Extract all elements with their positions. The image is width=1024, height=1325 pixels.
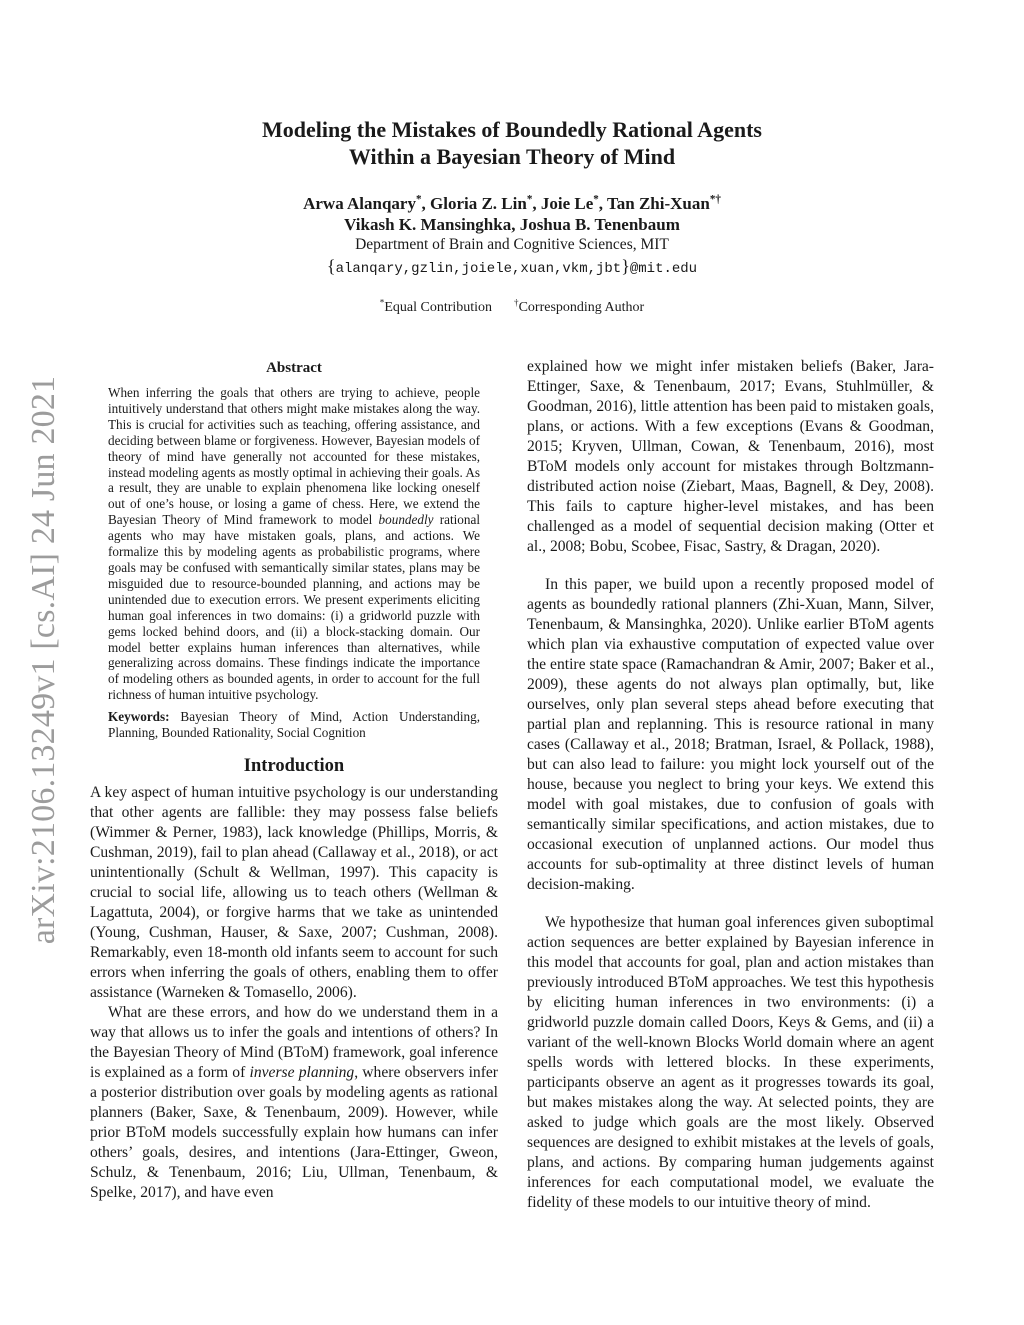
authors-line-1 <box>100 193 924 214</box>
intro-paragraph-2-continued: explained how we might infer mistaken beliefs (Baker, Jara-Ettinger, Saxe, & Tenenbaum, 2017; Evans, Stuhlmüller, & Goodman, 2016), little attention has been paid to mistaken goals, plans, or actions. With a few exceptions (Evans & Goodman, 2015; Kryven, Ullman, Cowan, & Tenenbaum, 2016), most BToM models only account for mistakes through Boltzmann-distributed action noise (Ziebart, Maas, Bagnell, & Dey, 2008). This fails to capture higher-level mistakes, and has been challenged as a model of sequential decision making (Otter et al., 2008; Bobu, Scobee, Fisac, Sastry, & Dragan, 2020). <box>527 358 934 555</box>
intro-paragraph-4: We hypothesize that human goal inferences given suboptimal action sequences are better explained by Bayesian inference in this model that accounts for goal, plan and action mistakes than previously introduced BToM approaches. We test this hypothesis by eliciting human inferences in two environments: (i) a gridworld puzzle domain called Doors, Keys & Gems, and (ii) a variant of the well-known Blocks World domain where an agent spells words with lettered blocks. In these experiments, participants observe an agent as it progresses towards its goal, but makes mistakes along the way. At selected points, they are asked to judge which goals are the most likely. Observed sequences are designed to exhibit mistakes at the levels of goals, plans, and actions. By comparing human judgements against inferences for each computational model, we evaluate the fidelity of these models to our intuitive theory of mind. <box>527 914 934 1211</box>
right-column <box>527 357 934 1213</box>
arxiv-stamp-text: arXiv:2106.13249v1 [cs.AI] 24 Jun 2021 <box>25 375 62 945</box>
intro-paragraph-1: A key aspect of human intuitive psychology is our understanding that other agents are fallible: they may possess false beliefs (Wimmer & Perner, 1983), lack knowledge (Phillips, Morris, & Cushman, 2019), fail to plan ahead (Callaway et al., 2018), or act unintentionally (Schult & Wellman, 1997). This capacity is crucial to social life, allowing us to teach others (Wellman & Lagattuta, 2004), or forgive harms that we take as unintended (Young, Cushman, Hauser, & Saxe, 2007; Cushman, 2008). Remarkably, even 18-month old infants seem to account for such errors when inferring the goals of others, enabling them to offer assistance (Warneken & Tomasello, 2006). <box>90 783 498 1001</box>
brace-close: } <box>621 256 630 276</box>
abstract-text: When inferring the goals that others are trying to achieve, people intuitively understand that others might make mistakes along the way. This is crucial for activities such as teaching, offering assistance, and deciding between blame or forgiveness. However, Bayesian models of theory of mind have generally not accounted for these mistakes, instead modeling agents as mostly optimal in achieving their goals. As a result, they are unable to explain phenomena like locking oneself out of one’s house, or losing a game of chess. Here, we extend the Bayesian Theory of Mind framework to model boundedly rational agents who may have mistaken goals, plans, and actions. We formalize this by modeling agents as probabilistic programs, where goals may be confused with semantically similar states, plans may be misguided due to resource-bounded planning, and actions may be unintended due to execution errors. We present experiments eliciting human goal inferences in two domains: (i) a gridworld puzzle with gems locked behind doors, and (ii) a block-stacking domain. Our model better explains human inferences than alternatives, while generalizing across domains. These findings indicate the importance of modeling others as bounded agents, in order to account for the full richness of human intuitive psychology. <box>108 385 480 703</box>
equal-corresponding-mark: *† <box>709 193 721 206</box>
author-emails <box>100 255 924 280</box>
corresponding-author-note: Corresponding Author <box>518 300 645 315</box>
keywords-list: Bayesian Theory of Mind, Action Understanding, Planning, Bounded Rationality, Social Cognition <box>108 709 480 741</box>
intro-paragraph-3: In this paper, we build upon a recently proposed model of agents as boundedly rational planners (Zhi-Xuan, Mann, Silver, Tenenbaum, & Mansinghka, 2020). Unlike earlier BToM agents which plan via exhaustive computation of expected value over the entire state space (Ramachandran & Amir, 2007; Baker et al., 2009), these agents do not always plan optimally, but, like ourselves, only plan several steps ahead before executing that partial plan and replanning. This is resource rational in many cases (Callaway et al., 2018; Bratman, Israel, & Pollack, 1988), but can also lead to failure: you might lock yourself out of the house, because you neglect to bring your keys. We extend this model with goal mistakes, due to confusion of goals with semantically similar specifications, and action mistakes, due to occasional execution of unplanned actions. Our model thus accounts for sub-optimality at three distinct levels of human decision-making. <box>527 576 934 893</box>
authors-line-2: Vikash K. Mansinghka, Joshua B. Tenenbaum <box>344 215 680 234</box>
author-alanqary: Arwa Alanqary <box>303 194 416 213</box>
title-line-1: Modeling the Mistakes of Boundedly Rational Agents <box>262 117 762 142</box>
brace-open: { <box>326 256 336 276</box>
author-lin: , Gloria Z. Lin <box>421 194 527 213</box>
inverse-planning-term: inverse planning <box>249 1063 355 1081</box>
author-le: , Joie Le <box>532 194 594 213</box>
author-zhi-xuan: , Tan Zhi-Xuan <box>598 194 710 213</box>
author-list <box>100 193 924 235</box>
corresponding-note-mark: † <box>514 297 519 308</box>
equal-mark: * <box>415 193 422 206</box>
equal-contribution-note: Equal Contribution <box>384 300 493 315</box>
equal-mark: * <box>593 193 599 206</box>
left-column <box>90 360 498 1203</box>
equal-note-mark: * <box>379 297 385 308</box>
introduction-heading: Introduction <box>243 755 345 776</box>
abstract-emphasis: boundedly <box>378 512 434 528</box>
email-domain: @mit.edu <box>629 261 698 277</box>
equal-mark: * <box>526 193 533 206</box>
arxiv-stamp <box>20 370 68 950</box>
affiliation: Department of Brain and Cognitive Sciences, MIT <box>355 236 669 253</box>
keywords <box>108 709 480 741</box>
author-notes <box>100 297 924 316</box>
intro-paragraph-2: What are these errors, and how do we understand them in a way that allows us to infer the goals and intentions of others? In the Bayesian Theory of Mind (BToM) framework, goal inference is explained as a form of inverse planning, where observers infer a posterior distribution over goals by modeling agents as rational planners (Baker, Saxe, & Tenenbaum, 2009). However, while prior BToM models successfully explain how humans can infer others’ goals, desires, and intentions (Jara-Ettinger, Gweon, Schulz, & Tenenbaum, 2016; Liu, Ullman, Tenenbaum, & Spelke, 2017), and have even <box>90 1003 498 1201</box>
paper-header <box>100 116 924 316</box>
email-usernames: alanqary,gzlin,joiele,xuan,vkm,jbt <box>335 261 622 277</box>
title-line-2: Within a Bayesian Theory of Mind <box>348 144 676 169</box>
keywords-label: Keywords: <box>108 709 170 725</box>
paper-title <box>100 116 924 170</box>
abstract-heading: Abstract <box>266 360 322 376</box>
